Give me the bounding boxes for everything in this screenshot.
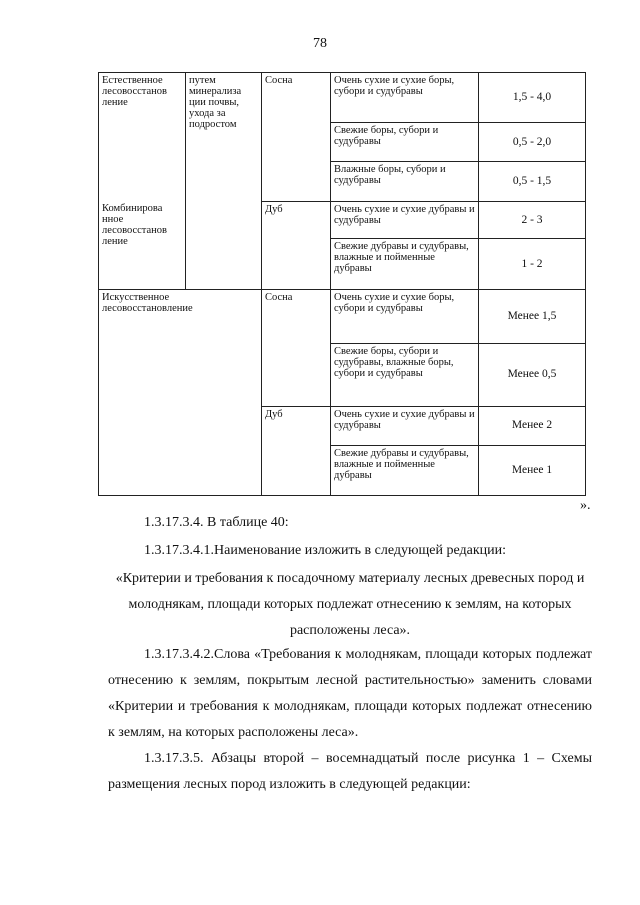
species-label: Сосна (265, 75, 293, 86)
forest-type-label: Свежие дубравы и судубравы, влажные и пойменные дубравы (334, 241, 469, 275)
forest-type-cell (331, 446, 479, 496)
group-cell (99, 290, 262, 496)
density-value: Менее 2 (511, 419, 553, 432)
paragraph-3: «Критерии и требования к посадочному материалу лесных древесных пород и молоднякам, площади которых подлежат отнесению к землям, на которых расположены леса». (115, 571, 585, 638)
group-label: Искусственное лесовосстановление (102, 292, 193, 315)
value-cell (479, 344, 586, 406)
group-cell (99, 201, 186, 289)
forest-type-label: Очень сухие и сухие дубравы и судубравы (334, 203, 475, 226)
method-label: путем минерализа ции почвы, ухода за подростом (189, 75, 242, 130)
table-row (99, 122, 586, 161)
forest-type-cell (331, 162, 479, 201)
forest-type-label: Очень сухие и сухие боры, субори и судубравы (334, 75, 455, 97)
paragraph-1: 1.3.17.3.4. В таблице 40: (144, 515, 289, 530)
group-label: Комбинирова нное лесовосстанов ление (102, 203, 167, 248)
species-cell (262, 73, 331, 202)
value-cell (479, 290, 586, 344)
species-label: Сосна (265, 292, 293, 304)
group-cell (99, 73, 186, 123)
value-cell (479, 122, 586, 161)
density-value: Менее 1 (511, 464, 553, 477)
forest-type-label: Свежие боры, субори и судубравы, влажные боры, субори и судубравы (334, 346, 454, 380)
forest-type-cell (331, 201, 479, 238)
forest-type-cell (331, 344, 479, 406)
value-cell (479, 162, 586, 201)
forest-type-cell (331, 406, 479, 445)
forest-type-label: Влажные боры, субори и судубравы (334, 164, 446, 187)
density-value: 0,5 - 2,0 (512, 135, 552, 148)
species-label: Дуб (265, 203, 283, 215)
forest-type-cell (331, 290, 479, 344)
forest-type-cell (331, 73, 479, 123)
forest-type-label: Свежие дубравы и судубравы, влажные и пойменные дубравы (334, 448, 469, 482)
table-row (99, 162, 586, 201)
forest-type-cell (331, 239, 479, 290)
value-cell (479, 73, 586, 123)
paragraph-5: 1.3.17.3.5. Абзацы второй – восемнадцатый после рисунка 1 – Схемы размещения лесных пород изложить в следующей редакции: (108, 751, 592, 792)
paragraph-2: 1.3.17.3.4.1.Наименование изложить в следующей редакции: (144, 543, 506, 558)
value-cell (479, 446, 586, 496)
group-cell-spacer (99, 122, 186, 161)
forest-type-label: Очень сухие и сухие дубравы и судубравы (334, 408, 475, 431)
density-value: 1,5 - 4,0 (512, 90, 552, 103)
density-value: 2 - 3 (521, 213, 543, 226)
value-cell (479, 201, 586, 238)
value-cell (479, 239, 586, 290)
species-cell (262, 201, 331, 289)
page-number: 78 (313, 36, 327, 51)
forest-type-label: Свежие боры, субори и судубравы (334, 124, 439, 147)
density-value: Менее 0,5 (507, 368, 557, 381)
forest-type-cell (331, 122, 479, 161)
species-cell (262, 290, 331, 406)
forest-type-label: Очень сухие и сухие боры, субори и судубравы (334, 292, 455, 315)
table-row (99, 73, 586, 123)
density-value: 1 - 2 (521, 257, 543, 270)
density-value: Менее 1,5 (507, 310, 557, 323)
species-label: Дуб (265, 408, 283, 420)
table-row (99, 201, 586, 238)
species-cell (262, 406, 331, 495)
closing-quote: ». (580, 498, 591, 513)
paragraph-4: 1.3.17.3.4.2.Слова «Требования к молоднякам, площади которых подлежат отнесению к землям, покрытым лесной растительностью» заменить словами «Критерии и требования к молоднякам, площади которых подлежат отнесению к землям, на которых расположены леса». (108, 647, 592, 740)
group-cell-spacer (99, 162, 186, 201)
value-cell (479, 406, 586, 445)
regulation-table (98, 72, 586, 496)
table-row (99, 290, 586, 344)
method-cell (186, 73, 262, 290)
density-value: 0,5 - 1,5 (512, 175, 552, 188)
group-label: Естественное лесовосстанов ление (102, 75, 167, 108)
